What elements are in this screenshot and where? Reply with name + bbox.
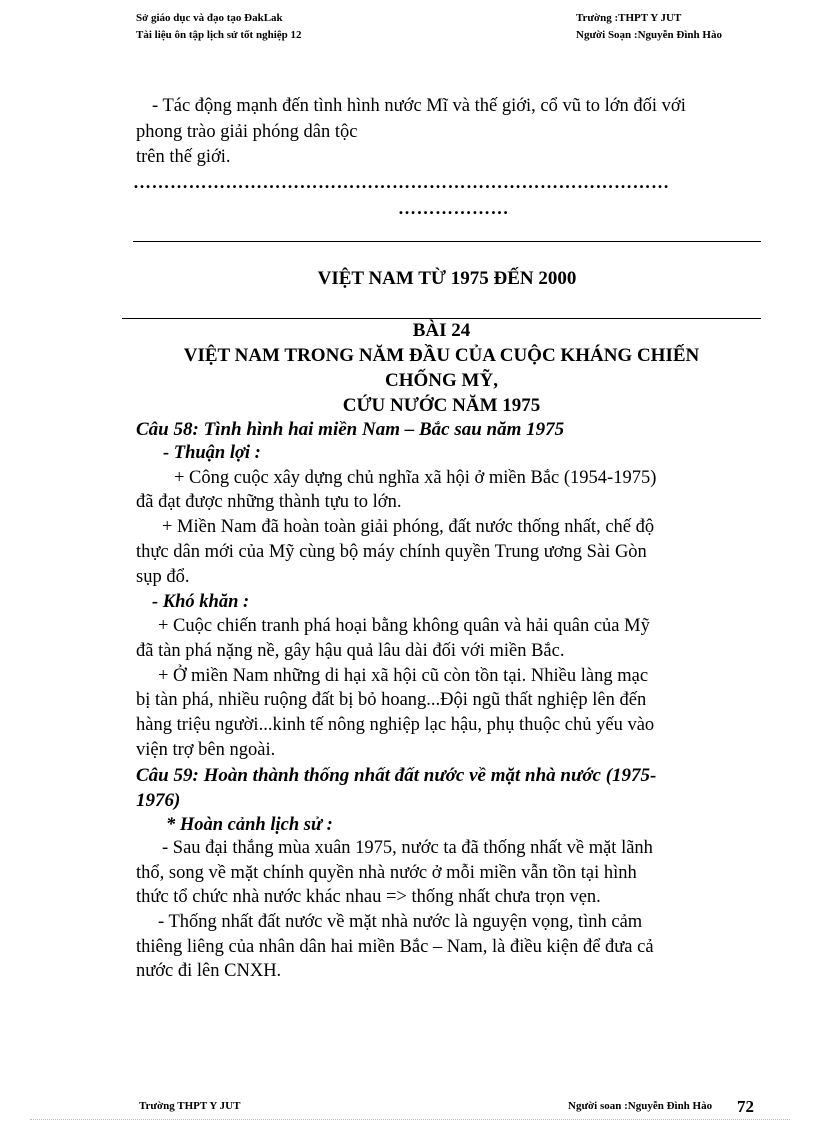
header-right-line1: Trường :THPT Y JUT [576, 12, 682, 24]
dotted-line-2: ……………… [398, 198, 509, 218]
q58-adv1-line2: đã đạt được những thành tựu to lớn. [136, 492, 402, 512]
q59-p1-line2: thổ, song về mặt chính quyền nhà nước ở mỗi miền vẫn tồn tại hình [136, 863, 637, 883]
footer-dotted-line [30, 1119, 790, 1120]
q58-difficulties-label: - Khó khăn : [152, 592, 250, 612]
divider-top [133, 241, 761, 242]
header-left-line2: Tài liệu ôn tập lịch sử tốt nghiệp 12 [136, 29, 302, 41]
lesson-title-line2: CHỐNG MỸ, [385, 370, 498, 391]
footer-left: Trường THPT Y JUT [139, 1100, 241, 1112]
footer-right: Người soan :Nguyễn Đình Hào [568, 1100, 713, 1112]
dotted-line-1: …………………………………………………………………………… [133, 172, 670, 192]
q59-p2-line1: - Thống nhất đất nước về mặt nhà nước là nguyện vọng, tình cảm [158, 912, 643, 932]
divider-section [122, 318, 761, 319]
q58-heading: Câu 58: Tình hình hai miền Nam – Bắc sau năm 1975 [136, 419, 565, 440]
q58-dis1-line1: + Cuộc chiến tranh phá hoại bằng không quân và hải quân của Mỹ [158, 616, 650, 636]
q59-heading-line1: Câu 59: Hoàn thành thống nhất đất nước về mặt nhà nước (1975- [136, 765, 657, 786]
q59-p2-line3: nước đi lên CNXH. [136, 961, 282, 981]
q59-p1-line1: - Sau đại thắng mùa xuân 1975, nước ta đã thống nhất về mặt lãnh [162, 838, 653, 858]
header-right-line2: Người Soạn :Nguyễn Đình Hào [576, 29, 722, 41]
q58-dis2-line3: hàng triệu người...kinh tế nông nghiệp lạc hậu, phụ thuộc chủ yếu vào [136, 715, 655, 735]
q58-advantages-label: - Thuận lợi : [163, 443, 261, 463]
q59-p1-line3: thức tổ chức nhà nước khác nhau => thống nhất chưa trọn vẹn. [136, 887, 601, 907]
q58-adv2-line2: thực dân mới của Mỹ cùng bộ máy chính quyền Trung ương Sài Gòn [136, 542, 647, 562]
header-left-line1: Sở giáo dục và đạo tạo ĐakLak [136, 12, 283, 24]
intro-line3: trên thế giới. [136, 147, 231, 167]
intro-line2: phong trào giải phóng dân tộc [136, 122, 358, 142]
q59-context-label: * Hoàn cảnh lịch sử : [166, 815, 333, 835]
lesson-title-line1: VIỆT NAM TRONG NĂM ĐẦU CỦA CUỘC KHÁNG CHIẾN [183, 345, 700, 366]
q58-adv1-line1: + Công cuộc xây dựng chủ nghĩa xã hội ở miền Bắc (1954-1975) [174, 468, 657, 488]
lesson-title-line3: CỨU NƯỚC NĂM 1975 [342, 395, 541, 416]
q58-adv2-line3: sụp đổ. [136, 567, 190, 587]
q58-adv2-line1: + Miền Nam đã hoàn toàn giải phóng, đất nước thống nhất, chế độ [162, 517, 655, 537]
q58-dis2-line4: viện trợ bên ngoài. [136, 740, 276, 760]
q58-dis2-line2: bị tàn phá, nhiều ruộng đất bị bỏ hoang...Đội ngũ thất nghiệp lên đến [136, 690, 647, 710]
q58-dis2-line1: + Ở miền Nam những di hại xã hội cũ còn tồn tại. Nhiều làng mạc [158, 666, 649, 686]
q59-p2-line2: thiêng liêng của nhân dân hai miền Bắc – Nam, là điều kiện để đưa cả [136, 937, 654, 957]
lesson-number: BÀI 24 [412, 320, 471, 341]
page-number: 72 [737, 1097, 754, 1116]
intro-line1: - Tác động mạnh đến tình hình nước Mĩ và thế giới, cổ vũ to lớn đối với [152, 96, 686, 116]
q59-heading-line2: 1976) [136, 790, 181, 811]
section-title: VIỆT NAM TỪ 1975 ĐẾN 2000 [317, 268, 577, 289]
q58-dis1-line2: đã tàn phá nặng nề, gây hậu quả lâu dài đối với miền Bắc. [136, 641, 565, 661]
